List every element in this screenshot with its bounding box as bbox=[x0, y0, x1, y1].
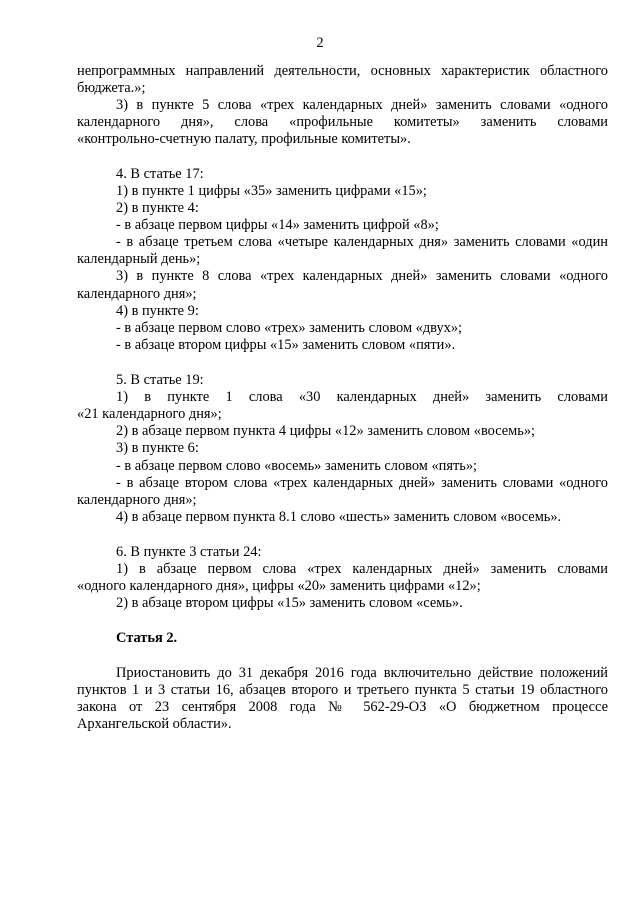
text-line: 3) в пункте 5 слова «трех календарных дней» заменить словами «одного bbox=[116, 97, 608, 113]
text-line: «контрольно-счетную палату, профильные комитеты». bbox=[77, 131, 411, 147]
text-line: «одного календарного дня», цифры «20» заменить цифрами «12»; bbox=[77, 578, 481, 594]
text-line: бюджета.»; bbox=[77, 80, 146, 96]
text-line: 2) в абзаце втором цифры «15» заменить словом «семь». bbox=[116, 595, 463, 611]
text-line: «21 календарного дня»; bbox=[77, 406, 222, 422]
text-line: закона от 23 сентября 2008 года № 562-29-ОЗ «О бюджетном процессе bbox=[77, 699, 608, 715]
page-number: 2 bbox=[316, 35, 324, 51]
text-line: пунктов 1 и 3 статьи 16, абзацев второго и третьего пункта 5 статьи 19 областного bbox=[77, 682, 608, 698]
text-line: 3) в пункте 6: bbox=[116, 440, 199, 456]
section-heading: 4. В статье 17: bbox=[116, 166, 204, 182]
text-line: Архангельской области». bbox=[77, 716, 232, 732]
text-line: 1) в пункте 1 цифры «35» заменить цифрами «15»; bbox=[116, 183, 427, 199]
text-line: - в абзаце первом слово «трех» заменить словом «двух»; bbox=[116, 320, 463, 336]
text-line: 1) в пункте 1 слова «30 календарных дней» заменить словами bbox=[116, 389, 608, 405]
text-line: 2) в пункте 4: bbox=[116, 200, 199, 216]
text-line: 2) в абзаце первом пункта 4 цифры «12» заменить словом «восемь»; bbox=[116, 423, 536, 439]
text-line: календарного дня»; bbox=[77, 286, 197, 302]
text-line: - в абзаце втором слова «трех календарных дней» заменить словами «одного bbox=[116, 475, 608, 491]
text-line: - в абзаце первом цифры «14» заменить цифрой «8»; bbox=[116, 217, 439, 233]
text-line: непрограммных направлений деятельности, основных характеристик областного bbox=[77, 63, 608, 79]
text-line: - в абзаце первом слово «восемь» заменить словом «пять»; bbox=[116, 458, 478, 474]
text-line: 3) в пункте 8 слова «трех календарных дней» заменить словами «одного bbox=[116, 268, 608, 284]
text-line: 4) в пункте 9: bbox=[116, 303, 199, 319]
text-line: - в абзаце третьем слова «четыре календарных дня» заменить словами «один bbox=[116, 234, 608, 250]
section-heading: 5. В статье 19: bbox=[116, 372, 204, 388]
text-line: календарный день»; bbox=[77, 251, 201, 267]
text-line: Приостановить до 31 декабря 2016 года включительно действие положений bbox=[116, 665, 608, 681]
text-line: 4) в абзаце первом пункта 8.1 слово «шесть» заменить словом «восемь». bbox=[116, 509, 562, 525]
text-line: - в абзаце втором цифры «15» заменить словом «пяти». bbox=[116, 337, 456, 353]
text-line: 1) в абзаце первом слова «трех календарных дней» заменить словами bbox=[116, 561, 608, 577]
text-line: календарного дня», слова «профильные комитеты» заменить словами bbox=[77, 114, 608, 130]
article-heading: Статья 2. bbox=[116, 630, 178, 646]
section-heading: 6. В пункте 3 статьи 24: bbox=[116, 544, 262, 560]
text-line: календарного дня»; bbox=[77, 492, 197, 508]
